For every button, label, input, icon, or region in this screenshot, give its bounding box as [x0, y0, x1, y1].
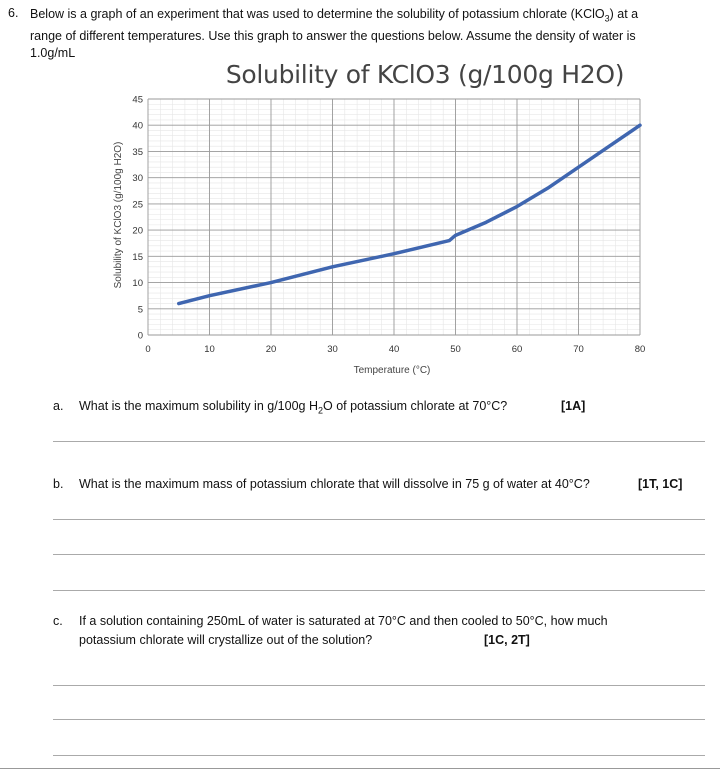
y-tick-label: 10	[132, 278, 143, 290]
part-a-text-before: What is the maximum solubility in g/100g H	[79, 399, 318, 413]
answer-line[interactable]	[53, 719, 705, 720]
part-a-marks: [1A]	[561, 399, 586, 413]
x-tick-label: 40	[388, 344, 400, 355]
answer-line[interactable]	[53, 685, 705, 686]
y-tick-label: 25	[132, 199, 143, 211]
x-tick-label: 80	[634, 344, 646, 355]
x-tick-label: 20	[265, 344, 277, 355]
answer-line[interactable]	[53, 441, 705, 442]
x-tick-label: 10	[204, 344, 215, 355]
y-tick-label: 30	[132, 173, 143, 185]
y-axis-label: Solubility of KClO3 (g/100g H2O)	[113, 141, 124, 289]
part-a-text-after: O of potassium chlorate at 70°C?	[323, 399, 508, 413]
part-b-letter: b.	[53, 477, 64, 491]
page-bottom-border	[0, 768, 720, 769]
part-c-line-2: potassium chlorate will crystallize out of the solution?	[79, 633, 373, 647]
part-c-marks: [1C, 2T]	[484, 633, 530, 647]
intro-line-1: Below is a graph of an experiment that was used to determine the solubility of potassium chlorate (KClO	[30, 7, 605, 21]
question-number: 6.	[8, 6, 19, 20]
part-a-letter: a.	[53, 399, 64, 413]
part-c-letter: c.	[53, 614, 63, 628]
intro-subscript: 3	[604, 13, 610, 24]
x-tick-label: 50	[450, 344, 461, 355]
answer-line[interactable]	[53, 590, 705, 591]
answer-line[interactable]	[53, 554, 705, 555]
x-tick-label: 0	[145, 344, 151, 355]
x-axis-label: Temperature (°C)	[353, 365, 431, 376]
y-tick-label: 40	[132, 120, 143, 132]
answer-line[interactable]	[53, 755, 705, 756]
y-tick-label: 5	[137, 304, 143, 316]
y-tick-label: 35	[132, 146, 143, 158]
x-tick-label: 30	[327, 344, 338, 355]
part-b-marks: [1T, 1C]	[638, 477, 683, 491]
intro-line-1-end: ) at a	[609, 7, 639, 21]
y-tick-label: 15	[132, 251, 143, 263]
chart-title: Solubility of KClO3 (g/100g H2O)	[225, 60, 625, 89]
answer-line[interactable]	[53, 519, 705, 520]
part-b-question: What is the maximum mass of potassium chlorate that will dissolve in 75 g of water at 40°C?	[79, 477, 590, 491]
y-tick-label: 20	[132, 225, 143, 237]
part-a-question	[79, 398, 507, 420]
y-tick-label: 45	[132, 94, 143, 106]
y-tick-label: 0	[137, 330, 143, 342]
intro-line-3: 1.0g/mL	[30, 45, 76, 60]
x-tick-label: 70	[573, 344, 584, 355]
x-tick-label: 60	[511, 344, 523, 355]
part-c-line-1: If a solution containing 250mL of water is saturated at 70°C and then cooled to 50°C, how much	[79, 614, 608, 628]
intro-line-2: range of different temperatures. Use this graph to answer the questions below. Assume the density of water is	[30, 28, 636, 43]
part-a-subscript: 2	[317, 405, 323, 416]
